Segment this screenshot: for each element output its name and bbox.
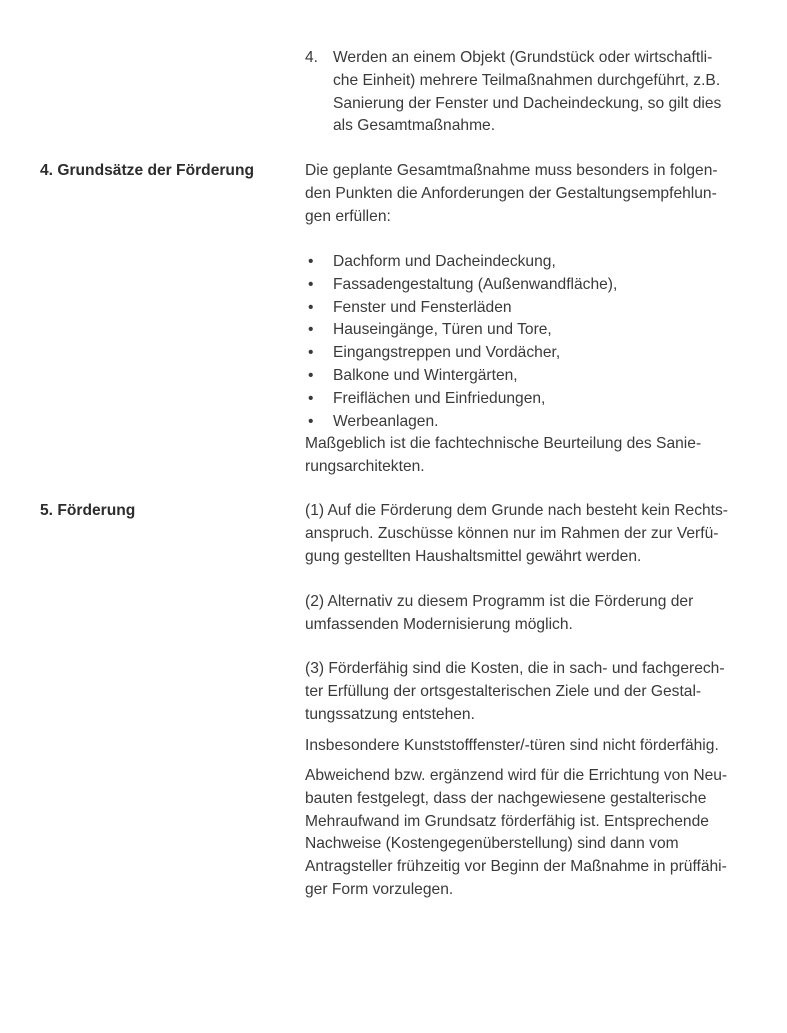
section4-intro bbox=[305, 160, 760, 228]
section4-bullet-list bbox=[305, 251, 760, 479]
text-line: ger Form vorzulegen. bbox=[305, 880, 454, 898]
text-line: Werden an einem Objekt (Grundstück oder wirtschaftli- bbox=[333, 49, 713, 66]
section5-paragraph-1 bbox=[305, 500, 760, 568]
list-item: • Freiflächen und Einfriedungen, bbox=[305, 388, 760, 411]
text-line: tungssatzung entstehen. bbox=[305, 705, 475, 723]
text-line: (1) Auf die Förderung dem Grunde nach besteht kein Rechts- bbox=[305, 502, 728, 519]
list-item: • Eingangstreppen und Vordächer, bbox=[305, 342, 760, 365]
list-item: • Werbeanlagen. bbox=[305, 411, 760, 434]
text-line: rungsarchitekten. bbox=[305, 458, 425, 476]
list-item: • Balkone und Wintergärten, bbox=[305, 365, 760, 388]
text-line: den Punkten die Anforderungen der Gestaltungsempfehlun- bbox=[305, 184, 717, 202]
list-item: • Dachform und Dacheindeckung, bbox=[305, 251, 760, 274]
text-line: gung gestellten Haushaltsmittel gewährt werden. bbox=[305, 547, 642, 565]
section5-paragraph-3 bbox=[305, 658, 760, 726]
text-line: Insbesondere Kunststofffenster/-türen sind nicht förderfähig. bbox=[305, 737, 719, 754]
list-item: • Fassadengestaltung (Außenwandfläche), bbox=[305, 274, 760, 297]
text-line: Antragsteller frühzeitig vor Beginn der Maßnahme in prüffähi- bbox=[305, 858, 727, 876]
text-line: (3) Förderfähig sind die Kosten, die in sach- und fachgerech- bbox=[305, 660, 725, 677]
text-line: umfassenden Modernisierung möglich. bbox=[305, 615, 573, 633]
section5-paragraph-2 bbox=[305, 591, 760, 637]
text-line: gen erfüllen: bbox=[305, 207, 391, 225]
list-number: 4. bbox=[305, 49, 319, 66]
bullet-icon: • bbox=[308, 344, 314, 362]
bullet-icon: • bbox=[308, 366, 314, 384]
text-line: Mehraufwand im Grundsatz förderfähig ist. Entsprechende bbox=[305, 812, 709, 830]
text-line: Maßgeblich ist die fachtechnische Beurteilung des Sanie- bbox=[305, 435, 702, 453]
section5-paragraph-4 bbox=[305, 735, 760, 758]
text-line: Die geplante Gesamtmaßnahme muss besonders in folgen- bbox=[305, 162, 718, 179]
text-line: anspruch. Zuschüsse können nur im Rahmen der zur Verfü- bbox=[305, 524, 719, 542]
section-heading-5: 5. Förderung bbox=[40, 502, 136, 519]
text-line: bauten festgelegt, dass der nachgewiesene gestalterische bbox=[305, 789, 707, 807]
bullet-icon: • bbox=[308, 389, 314, 407]
numbered-item-4 bbox=[305, 47, 787, 138]
text-line: ter Erfüllung der ortsgestalterischen Ziele und der Gestal- bbox=[305, 682, 702, 700]
text-line: Nachweise (Kostengegenüberstellung) sind dann vom bbox=[305, 835, 679, 853]
section-heading-4: 4. Grundsätze der Förderung bbox=[40, 162, 255, 179]
text-line: (2) Alternativ zu diesem Programm ist die Förderung der bbox=[305, 593, 694, 610]
bullet-icon: • bbox=[308, 321, 314, 339]
list-item: • Fenster und Fensterläden bbox=[305, 297, 760, 320]
bullet-icon: • bbox=[308, 275, 314, 293]
section5-paragraph-5 bbox=[305, 765, 760, 902]
text-line: Sanierung der Fenster und Dacheindeckung, so gilt dies bbox=[333, 94, 722, 112]
list-item: • Hauseingänge, Türen und Tore, bbox=[305, 319, 760, 342]
text-line: che Einheit) mehrere Teilmaßnahmen durchgeführt, z.B. bbox=[333, 71, 721, 89]
text-line: Abweichend bzw. ergänzend wird für die Errichtung von Neu- bbox=[305, 767, 728, 784]
text-line: als Gesamtmaßnahme. bbox=[333, 117, 496, 135]
bullet-icon: • bbox=[308, 298, 314, 316]
bullet-icon: • bbox=[308, 253, 314, 270]
bullet-icon: • bbox=[308, 412, 314, 430]
